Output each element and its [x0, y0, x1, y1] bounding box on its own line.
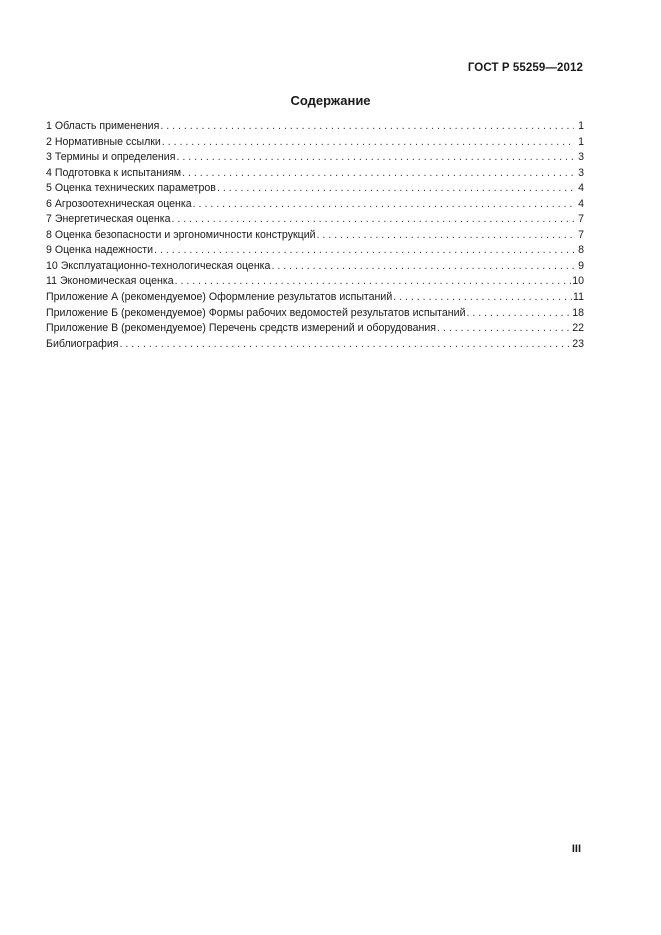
- toc-entry-label: 3 Термины и определения: [46, 151, 176, 164]
- toc-dot-leader: [171, 212, 574, 228]
- toc-entry-page: 7: [578, 228, 584, 241]
- toc-dot-leader: [175, 150, 574, 166]
- toc-dot-leader: [192, 197, 574, 213]
- toc-entry[interactable]: [46, 259, 584, 275]
- toc-entry[interactable]: [46, 321, 584, 337]
- document-code: ГОСТ Р 55259—2012: [467, 62, 583, 74]
- toc-entry-page: 1: [578, 135, 584, 148]
- toc-entry-label: 11 Экономическая оценка: [46, 275, 174, 288]
- toc-entry-label: 6 Агрозоотехническая оценка: [46, 197, 192, 210]
- toc-entry-page: 23: [572, 337, 584, 350]
- toc-dot-leader: [181, 166, 574, 182]
- toc-entry-page: 10: [572, 275, 584, 288]
- toc-dot-leader: [466, 306, 573, 322]
- toc-entry-page: 22: [572, 322, 584, 335]
- toc-dot-leader: [118, 337, 572, 353]
- toc-dot-leader: [436, 321, 572, 337]
- toc-entry-page: 4: [578, 197, 584, 210]
- toc-entry-page: 18: [572, 306, 584, 319]
- toc-entry-label: Приложение Б (рекомендуемое) Формы рабочих ведомостей результатов испытаний: [46, 306, 466, 319]
- toc-dot-leader: [270, 259, 574, 275]
- table-of-contents: [46, 119, 584, 352]
- page-number: III: [571, 843, 581, 855]
- toc-entry-label: 7 Энергетическая оценка: [46, 213, 171, 226]
- toc-entry-page: 3: [578, 151, 584, 164]
- toc-entry[interactable]: [46, 274, 584, 290]
- toc-entry[interactable]: [46, 243, 584, 259]
- toc-entry[interactable]: [46, 135, 584, 151]
- toc-entry-page: 4: [578, 182, 584, 195]
- toc-dot-leader: [153, 243, 574, 259]
- toc-entry-label: 5 Оценка технических параметров: [46, 182, 216, 195]
- toc-dot-leader: [216, 181, 574, 197]
- toc-entry-label: 1 Область применения: [46, 120, 160, 132]
- toc-entry[interactable]: [46, 212, 584, 228]
- toc-entry-page: 11: [573, 291, 584, 304]
- toc-entry-label: 9 Оценка надежности: [46, 244, 154, 257]
- toc-dot-leader: [161, 135, 574, 151]
- toc-entry-label: Приложение В (рекомендуемое) Перечень средств измерений и оборудования: [46, 322, 437, 335]
- toc-entry[interactable]: [46, 228, 584, 244]
- toc-title: Содержание: [290, 93, 371, 108]
- toc-entry-page: 7: [578, 213, 584, 226]
- toc-entry-page: 3: [578, 166, 584, 179]
- toc-dot-leader: [316, 228, 574, 244]
- toc-entry-label: Библиография: [46, 337, 119, 350]
- toc-entry-label: Приложение А (рекомендуемое) Оформление результатов испытаний: [46, 291, 393, 304]
- toc-dot-leader: [392, 290, 573, 306]
- toc-entry[interactable]: [46, 306, 584, 322]
- toc-entry[interactable]: [46, 337, 584, 353]
- toc-entry[interactable]: [46, 119, 584, 135]
- toc-entry[interactable]: [46, 290, 584, 306]
- toc-entry[interactable]: [46, 181, 584, 197]
- toc-dot-leader: [159, 119, 574, 135]
- toc-entry-label: 2 Нормативные ссылки: [46, 135, 161, 148]
- toc-dot-leader: [174, 274, 573, 290]
- toc-entry-page: 8: [578, 244, 584, 257]
- toc-entry-page: 9: [578, 259, 584, 272]
- toc-entry-label: 8 Оценка безопасности и эргономичности конструкций: [46, 228, 316, 241]
- toc-entry-label: 4 Подготовка к испытаниям: [46, 166, 182, 179]
- toc-entry-page: 1: [578, 120, 584, 132]
- toc-entry-label: 10 Эксплуатационно-технологическая оценка: [46, 259, 271, 272]
- toc-entry[interactable]: [46, 150, 584, 166]
- toc-entry[interactable]: [46, 166, 584, 182]
- toc-entry[interactable]: [46, 197, 584, 213]
